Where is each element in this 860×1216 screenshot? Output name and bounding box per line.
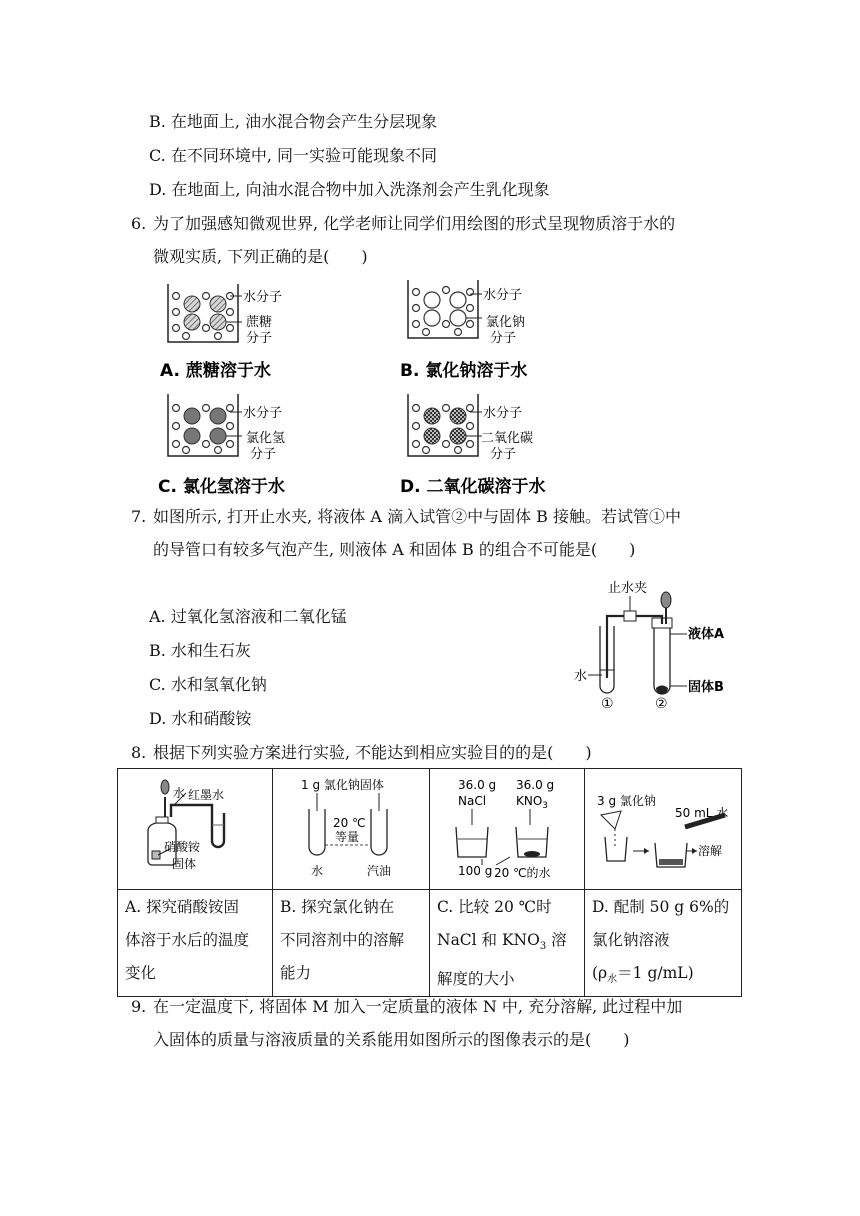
fig-c-label3: 分子: [250, 447, 277, 462]
q7-option-d: D. 水和硝酸铵: [149, 709, 252, 728]
fig-c-water-desc: 20 ℃的水: [494, 866, 551, 880]
fig-b-equal: 等量: [335, 830, 360, 844]
clamp-label: 止水夹: [608, 581, 648, 596]
fig-a-label2: 蔗糖: [246, 315, 273, 330]
q9-number: 9.: [131, 997, 147, 1016]
fig-cell-d: [585, 769, 742, 890]
q8-stem-text: 根据下列实验方案进行实验, 不能达到相应实验目的的是( ): [153, 743, 592, 762]
fig-b-water: 水: [311, 864, 324, 878]
fig-b-label3: 分子: [490, 331, 517, 346]
fig-b-label1: 水分子: [483, 288, 523, 303]
q7-stem-line1: [131, 507, 681, 527]
cell-c-line1: C. 比较 20 ℃时: [437, 898, 552, 916]
fig-a-solid1: 硝酸铵: [164, 840, 201, 854]
cell-a: [118, 890, 273, 997]
figure-a-sugar: [160, 284, 282, 381]
cell-a-line1: A. 探究硝酸铵固: [125, 898, 240, 916]
apparatus-b: [273, 769, 429, 885]
fig-c-label2: 氯化氢: [246, 431, 286, 446]
cell-c-line3: 解度的大小: [437, 970, 515, 989]
q7-stem-text: 如图所示, 打开止水夹, 将液体 A 滴入试管②中与固体 B 接触。若试管①中: [153, 507, 682, 526]
fig-d-caption: D. 二氧化碳溶于水: [400, 477, 546, 496]
q6-number: 6.: [131, 214, 147, 233]
fig-d-dissolve: 溶解: [698, 844, 723, 858]
fig-a-solid2: 固体: [172, 857, 197, 871]
fig-cell-b: [273, 769, 430, 890]
q5-option-c: C. 在不同环境中, 同一实验可能现象不同: [149, 146, 438, 165]
fig-a-label1: 水分子: [243, 290, 283, 305]
fig-c-caption: C. 氯化氢溶于水: [158, 477, 285, 496]
cell-b-line2: 不同溶剂中的溶解: [280, 931, 405, 949]
fig-d-water: 50 mL 水: [675, 806, 729, 820]
cell-d: [585, 890, 742, 997]
fig-cell-a: [118, 769, 273, 890]
cell-c-line2: NaCl 和 $KNO_3$ 溶: [437, 931, 567, 953]
fig-b-temp: 20 ℃: [333, 816, 366, 830]
fig-b-oil: 汽油: [367, 864, 392, 878]
q6-stem-text: 为了加强感知微观世界, 化学老师让同学们用绘图的形式呈现物质溶于水的: [153, 214, 676, 233]
figure-c-hcl: [158, 394, 285, 496]
cell-a-line2: 体溶于水后的温度: [125, 931, 250, 949]
cell-a-line3: 变化: [125, 964, 157, 982]
q8-number: 8.: [131, 743, 147, 762]
liquid-a-label: 液体A: [688, 627, 725, 642]
q5-option-d: D. 在地面上, 向油水混合物中加入洗涤剂会产生乳化现象: [149, 180, 550, 199]
fig-d-label1: 水分子: [483, 406, 523, 421]
q7-apparatus: [570, 578, 740, 713]
q5-option-b: B. 在地面上, 油水混合物会产生分层现象: [149, 112, 438, 131]
q7-stem-line2: 的导管口有较多气泡产生, 则液体 A 和固体 B 的组合不可能是( ): [153, 540, 636, 559]
apparatus-c: [430, 769, 584, 885]
q8-stem: [131, 743, 592, 763]
q7-number: 7.: [131, 507, 147, 526]
q7-option-b: B. 水和生石灰: [149, 641, 251, 660]
fig-b-top: 1 g 氯化钠固体: [301, 778, 384, 792]
q9-stem-line1: [131, 997, 682, 1017]
q6-stem-line1: [131, 214, 675, 234]
q6-stem-line2: 微观实质, 下列正确的是( ): [153, 247, 368, 266]
water-label: 水: [574, 669, 588, 684]
cell-b-line3: 能力: [280, 964, 312, 982]
figure-d-co2: [400, 394, 546, 496]
apparatus-a: [118, 769, 272, 885]
fig-c-mass1: 36.0 g: [458, 778, 497, 792]
fig-d-salt: 3 g 氯化钠: [597, 794, 656, 808]
fig-c-mass2: 36.0 g: [516, 778, 555, 792]
fig-b-label2: 氯化钠: [486, 315, 526, 330]
tube-1-label: ①: [601, 696, 614, 712]
solid-b-label: 固体B: [688, 680, 724, 695]
fig-cell-c: [430, 769, 585, 890]
tube-2-label: ②: [655, 696, 668, 712]
fig-a-label3: 分子: [246, 331, 273, 346]
fig-a-caption: A. 蔗糖溶于水: [160, 361, 271, 381]
q8-experiment-table: [117, 768, 742, 997]
fig-b-caption: B. 氯化钠溶于水: [400, 361, 528, 381]
cell-c: [430, 890, 585, 997]
q9-stem-line2: 入固体的质量与溶液质量的关系能用如图所示的图像表示的是( ): [153, 1030, 630, 1049]
q7-option-c: C. 水和氢氧化钠: [149, 675, 267, 694]
fig-c-salt2: $KNO_3$: [516, 794, 549, 811]
fig-a-ink: 红墨水: [188, 788, 225, 802]
q6-figures: [150, 276, 590, 496]
cell-b-line1: B. 探究氯化钠在: [280, 898, 395, 916]
cell-d-line3: ($\rho_水=1$ g/mL): [592, 964, 694, 986]
q7-option-a: A. 过氧化氢溶液和二氧化锰: [149, 607, 347, 626]
fig-c-water-mass: 100 g: [458, 864, 493, 878]
fig-c-salt1: NaCl: [458, 794, 487, 808]
cell-b: [273, 890, 430, 997]
fig-d-label3: 分子: [490, 447, 517, 462]
fig-a-water: 水: [173, 786, 186, 800]
cell-d-line2: 氯化钠溶液: [592, 931, 670, 949]
apparatus-d: [585, 769, 741, 885]
fig-c-label1: 水分子: [243, 406, 283, 421]
q9-stem-text: 在一定温度下, 将固体 M 加入一定质量的液体 N 中, 充分溶解, 此过程中加: [153, 997, 683, 1016]
figure-b-nacl: [400, 280, 527, 381]
fig-d-label2: 二氧化碳: [481, 431, 534, 446]
cell-d-line1: D. 配制 50 g 6%的: [592, 898, 730, 916]
